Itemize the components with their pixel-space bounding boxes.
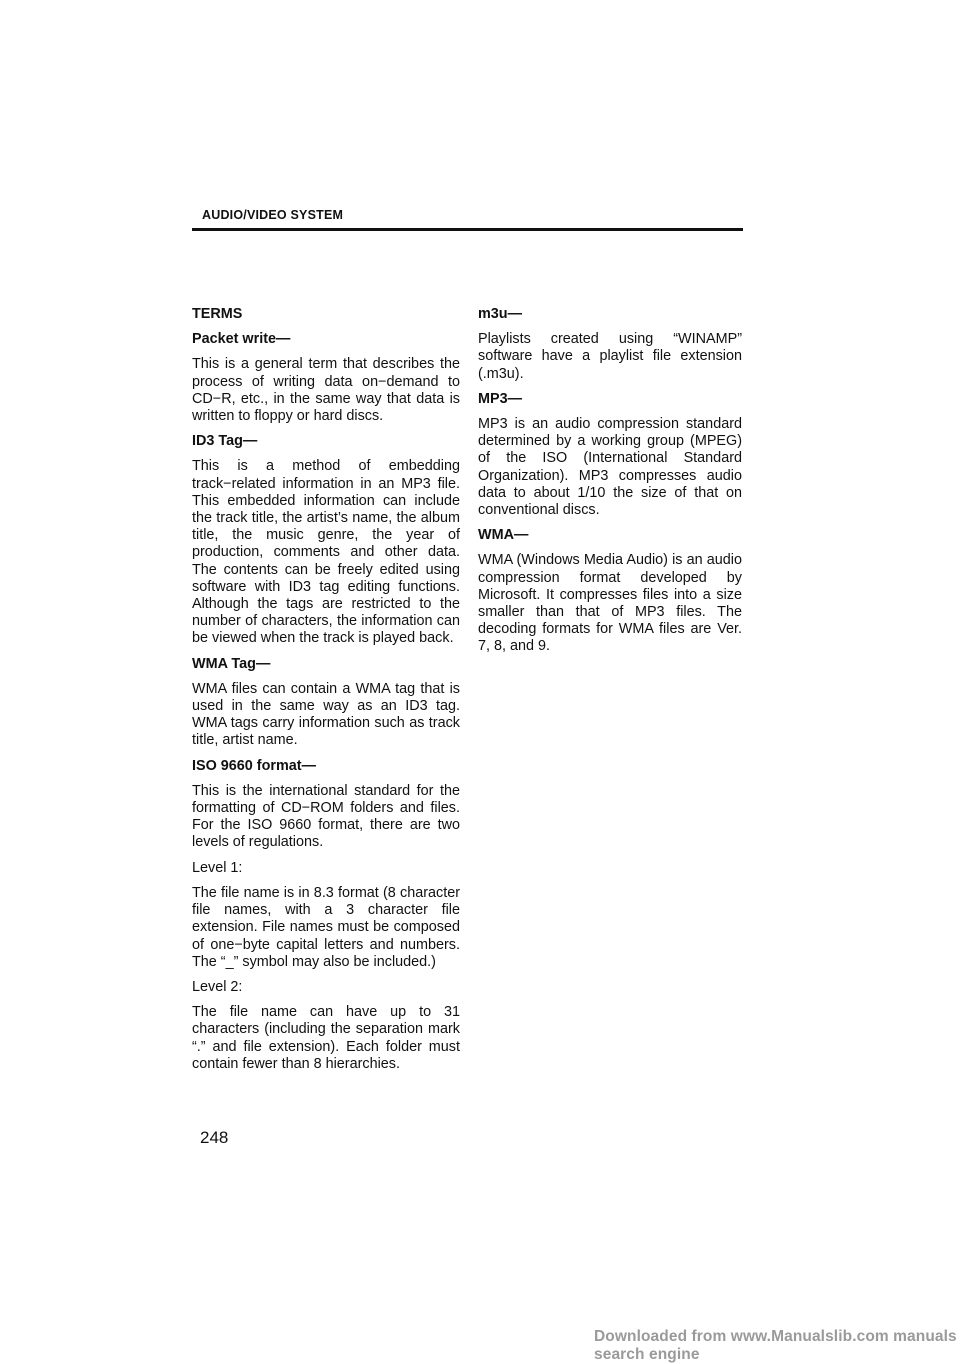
packet-write-text: This is a general term that describes the process of writing data on−demand to CD−R, etc., in the same way that data is written to floppy or hard discs. <box>192 356 460 425</box>
m3u-heading: m3u— <box>478 306 522 322</box>
level-2-text: The file name can have up to 31 characters (including the separation mark “.” and file extension). Each folder must contain fewer than 8 hierarchies. <box>192 1004 460 1072</box>
mp3-heading: MP3— <box>478 390 522 407</box>
wma-tag-heading: WMA Tag— <box>192 655 271 672</box>
section-header: AUDIO/VIDEO SYSTEM <box>202 208 344 222</box>
right-column <box>478 306 742 664</box>
id3-tag-heading: ID3 Tag— <box>192 433 258 450</box>
iso9660-heading: ISO 9660 format— <box>192 757 316 774</box>
level-2-label: Level 2: <box>192 978 243 995</box>
iso9660-text: This is the international standard for the formatting of CD−ROM folders and files. For the ISO 9660 format, there are two levels of regulations. <box>192 782 460 851</box>
mp3-text: MP3 is an audio compression standard determined by a working group (MPEG) of the ISO (International Standard Organization). MP3 compresses audio data to about 1/10 the size of that on conventional discs. <box>478 416 742 519</box>
wma-text: WMA (Windows Media Audio) is an audio compression format developed by Microsoft. It compresses files into a size smaller than that of MP3 files. The decoding formats for WMA files are Ver. 7, 8, and 9. <box>478 552 742 655</box>
m3u-text: Playlists created using “WINAMP” software have a playlist file extension (.m3u). <box>478 331 742 382</box>
packet-write-heading: Packet write— <box>192 331 291 348</box>
id3-tag-text: This is a method of embedding track−related information in an MP3 file. This embedded information can include the track title, the artist’s name, the album title, the music genre, the year of production, comments and other data. The contents can be freely edited using software with ID3 tag editing functions. Although the tags are restricted to the number of characters, the information can be viewed when the track is played back. <box>192 458 460 647</box>
watermark-link[interactable]: Downloaded from www.Manualslib.com manuals search engine <box>594 1328 957 1363</box>
terms-heading: TERMS <box>192 306 243 322</box>
page-number: 248 <box>200 1128 229 1147</box>
wma-heading: WMA— <box>478 527 529 544</box>
level-1-label: Level 1: <box>192 859 243 876</box>
left-column <box>192 306 460 1081</box>
level-1-text: The file name is in 8.3 format (8 character file names, with a 3 character file extension. File names must be composed of one−byte capital letters and numbers. The “_” symbol may also be included.) <box>192 884 460 970</box>
wma-tag-text: WMA files can contain a WMA tag that is used in the same way as an ID3 tag. WMA tags carry information such as track title, artist name. <box>192 680 460 749</box>
header-rule <box>192 228 743 231</box>
